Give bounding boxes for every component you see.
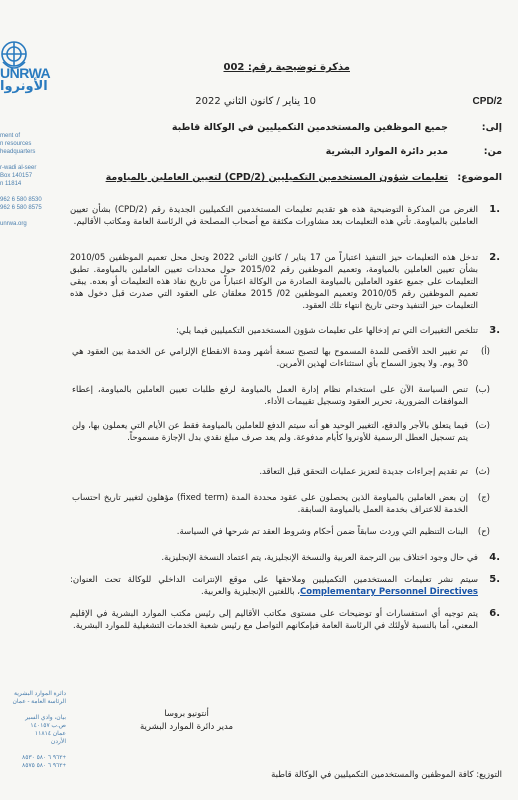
paragraph-number: 2.	[489, 252, 500, 263]
address-ar-line	[0, 706, 66, 714]
address-en-line: 962 6 580 8530	[0, 197, 42, 203]
paragraph-text	[70, 574, 478, 598]
paragraph-text-part: سيتم نشر تعليمات المستخدمين التكميليين وملاحقها على موقع الإنترانت الداخلي للوكالة تحت العنوان:	[70, 575, 478, 585]
signature-block	[140, 708, 233, 734]
address-en-line: n resources	[0, 141, 32, 147]
subitem-label: (ت)	[475, 421, 490, 431]
memo-ref: CPD/2	[472, 96, 502, 107]
signatory-title: مدير دائرة الموارد البشرية	[140, 722, 234, 732]
address-en-line: 962 6 580 8575	[0, 205, 42, 211]
subitem-text: فيما يتعلق بالأجر والدفع، التغيير الوحيد هو أنه سيتم الدفع للعاملين بالمياومة فقط عن الأيام التي يعملون بها، ولن يتم تسجيل العطل الرسمية للأونروا كأيام مدفوعة. ولم يعد صرف مبلغ نقدي بدل الإجازة مسموحاً.	[72, 421, 468, 443]
from-label: من:	[483, 146, 502, 157]
paragraph-text: في حال وجود اختلاف بين الترجمة العربية والنسخة الإنجليزية، يتم اعتماد النسخة الإنجليزية.	[161, 553, 478, 563]
to-label: إلى:	[481, 122, 502, 133]
subitem-text: تنص السياسة الآن على استخدام نظام إدارة العمل بالمياومة لرفع طلبات تعيين العاملين بالمياومة، إعطاء الموافقات الضرورية، تحرير العقود وتسجيل تقييمات الأداء.	[72, 385, 468, 407]
subitem-label: (ج)	[477, 493, 490, 503]
address-en-line	[0, 156, 66, 164]
subitem-e	[72, 492, 490, 516]
paragraph-text-part: ، باللغتين الإنجليزية والعربية.	[201, 587, 300, 597]
paragraph-text: تتلخص التغييرات التي تم إدخالها على تعليمات شؤون المستخدمين التكميليين فيما يلي:	[176, 326, 478, 336]
from-value: مدير دائرة الموارد البشرية	[325, 146, 448, 157]
address-ar	[0, 690, 66, 770]
signatory-name: أنتونيو بروسا	[164, 709, 209, 719]
paragraph-3	[70, 325, 500, 337]
subitem-d	[72, 466, 490, 478]
subitem-b	[72, 384, 490, 408]
address-en-line: r-wadi al-seer	[0, 165, 37, 171]
address-en-line	[0, 188, 66, 196]
brand-ar: الأونروا	[0, 79, 48, 94]
website: unrwa.org	[0, 221, 27, 227]
complementary-personnel-directives-link[interactable]: Complementary Personnel Directives	[300, 587, 478, 597]
paragraph-number: 5.	[489, 574, 500, 585]
address-en-line: headquarters	[0, 149, 36, 155]
address-ar-line: ص.ب ١٤٠١٥٧	[30, 723, 66, 729]
subitem-a	[72, 346, 490, 370]
memo-date: 10 يناير / كانون الثاني 2022	[195, 96, 316, 107]
paragraph-1	[70, 204, 500, 228]
address-ar-line: +٩٦٢ ٦ ٥٨٠ ٨٥٣٠	[22, 755, 66, 761]
address-en-line	[0, 212, 66, 220]
paragraph-2	[70, 252, 500, 312]
address-en-line: ment of	[0, 133, 21, 139]
subitem-label: (ب)	[475, 385, 490, 395]
subitem-c	[72, 420, 490, 444]
subitem-text: تم تقديم إجراءات جديدة لتعزيز عمليات التحقق قبل التعاقد.	[259, 467, 468, 477]
paragraph-number: 3.	[489, 325, 500, 336]
address-ar-line: بيان، وادي السير	[25, 715, 66, 721]
paragraph-text: يتم توجيه أي استفسارات أو توضيحات على مستوى مكاتب الأقاليم إلى رئيس مكتب الموارد البشرية في الإقليم المعني، أما بالنسبة لأولئك في الرئاسة العامة فبإمكانهم التواصل مع رئيس شعبة الخدمات التشغيلية للموارد البشرية.	[70, 609, 478, 631]
paragraph-5	[70, 574, 500, 598]
memo-content	[66, 0, 506, 800]
address-ar-line: الأردن	[50, 739, 66, 745]
paragraph-text: الغرض من المذكرة التوضيحية هذه هو تقديم تعليمات المستخدمين التكميليين الجديدة رقم (CPD/2) بشأن تعيين العاملين بالمياومة. تأتي هذه التعليمات بعد مشاورات مكثفة مع أصحاب المصلحة في الرئاسة العامة ومكاتب الأقاليم.	[70, 205, 478, 227]
paragraph-number: 1.	[489, 204, 500, 215]
subject-value: تعليمات شؤون المستخدمين التكميليين (CPD/2) لتعيين العاملين بالمياومة	[105, 172, 448, 183]
address-ar-line: +٩٦٢ ٦ ٥٨٠ ٨٥٧٥	[22, 763, 66, 769]
paragraph-4	[70, 552, 500, 564]
address-ar-line	[0, 746, 66, 754]
subitem-label: (ث)	[475, 467, 490, 477]
subitem-label: (ح)	[477, 527, 490, 537]
paragraph-number: 6.	[489, 608, 500, 619]
subitem-text: تم تغيير الحد الأقصى للمدة المسموح بها لتصبح تسعة أشهر ومدة الانقطاع الإلزامي عن الخدمة بين العقود هي 30 يوم. ولا يجوز السماح بأي استثناءات لهذين الأمرين.	[72, 347, 468, 369]
subitem-text: إن بعض العاملين بالمياومة الذين يحصلون على عقود محددة المدة (fixed term) مؤهلون لتغيير تاريخ احتساب الخدمة للاعتراف بخدمة العمل بالمياومة السابقة.	[72, 493, 469, 515]
address-ar-line: الرئاسة العامة - عمان	[12, 699, 66, 705]
to-value: جميع الموظفين والمستخدمين التكميليين في الوكالة قاطبة	[171, 122, 448, 133]
distribution-line: التوزيع: كافة الموظفين والمستخدمين التكميليين في الوكالة قاطبة	[271, 770, 502, 780]
paragraph-text: تدخل هذه التعليمات حيز التنفيذ اعتباراً من 17 يناير / كانون الثاني 2022 وتحل محل تعميم الموظفين 2010/05 بشأن تعيين العاملين بالمياومة، وتعميم الموظفين رقم 2015/02 حول محددات تعيين العاملين بالمياومة. تطبق التعليمات على جميع عقود العاملين بالمياومة الصادرة من الوكالة اعتباراً من تاريخ نفاذ هذه التعليمات أو بعده. يبقى تعميم الموظفين رقم 2010/05 وتعميم الموظفين 02/ 2015 معلقان على العقود التي صدرت قبل دخول هذه التعليمات حيز التنفيذ وحتى تاريخ انتهاء تلك العقود.	[70, 253, 479, 311]
address-en	[0, 132, 66, 228]
memo-title: مذكرة توضيحية رقم: 002	[223, 62, 350, 73]
address-en-line: n 11814	[0, 181, 22, 187]
paragraph-number: 4.	[489, 552, 500, 563]
subitem-f	[72, 526, 490, 538]
subitem-label: (أ)	[481, 347, 490, 357]
address-en-line: Box 140157	[0, 173, 33, 179]
subitem-text: البنات التنظيم التي وردت سابقاً ضمن أحكام وشروط العقد تم شرحها في السياسة.	[176, 527, 468, 537]
brand-en: UNRWA	[0, 65, 51, 81]
paragraph-6	[70, 608, 500, 632]
address-ar-line: عمان ١١٨١٤	[34, 731, 66, 737]
letterhead-sidebar	[0, 0, 66, 800]
unrwa-wordmark	[0, 65, 62, 94]
subject-label: الموضوع:	[457, 172, 502, 183]
address-ar-line: دائرة الموارد البشرية	[14, 691, 66, 697]
